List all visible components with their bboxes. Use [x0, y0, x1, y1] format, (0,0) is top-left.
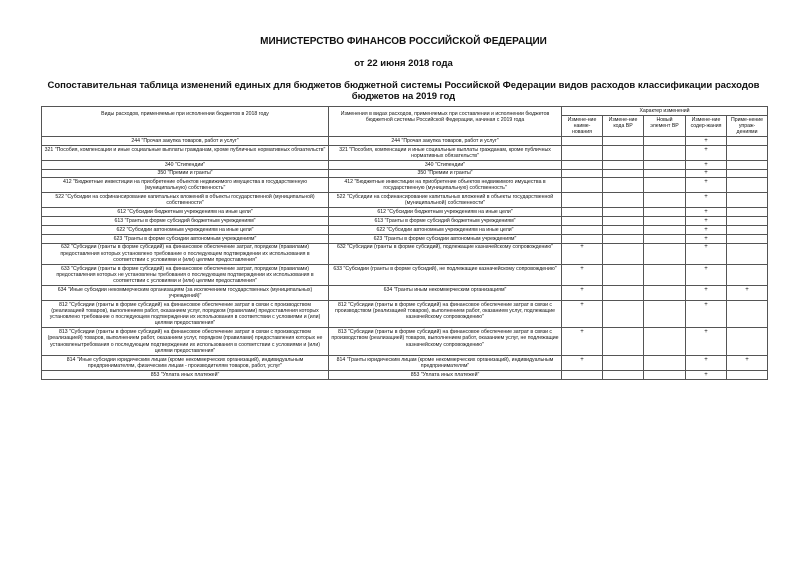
new-expense-type: 412 "Бюджетные инвестиции на приобретение объектов недвижимого имущества в государственную (муниципальную) собственность"	[329, 178, 562, 193]
table-row	[42, 178, 768, 193]
old-expense-type: 612 "Субсидии бюджетным учреждениям на иные цели"	[42, 208, 329, 217]
change-mark	[562, 169, 603, 178]
change-mark	[603, 217, 644, 226]
table-row	[42, 169, 768, 178]
change-mark	[727, 169, 768, 178]
change-mark: +	[686, 243, 727, 264]
table-row	[42, 264, 768, 285]
change-mark	[562, 208, 603, 217]
document-date: от 22 июня 2018 года	[354, 58, 453, 69]
change-mark: +	[686, 285, 727, 300]
table-row	[42, 370, 768, 379]
change-mark	[603, 137, 644, 146]
change-mark	[562, 217, 603, 226]
change-mark	[603, 370, 644, 379]
change-mark: +	[686, 145, 727, 160]
table-row	[42, 234, 768, 243]
new-expense-type: 522 "Субсидии на софинансирование капитальных вложений в объекты государственной (муниципальной) собственности"	[329, 193, 562, 208]
header-content-change: Измене-ние содер-жания	[686, 115, 727, 136]
new-expense-type: 633 "Субсидии (гранты в форме субсидий), не подлежащие казначейскому сопровождению"	[329, 264, 562, 285]
change-mark: +	[686, 264, 727, 285]
change-mark: +	[686, 208, 727, 217]
new-expense-type: 623 "Гранты в форме субсидии автономным учреждениям"	[329, 234, 562, 243]
change-mark	[727, 217, 768, 226]
change-mark: +	[562, 285, 603, 300]
table-row	[42, 193, 768, 208]
change-mark	[727, 243, 768, 264]
table-row	[42, 328, 768, 355]
change-mark	[644, 145, 686, 160]
change-mark	[644, 169, 686, 178]
new-expense-type: 622 "Субсидии автономным учреждениям на иные цели"	[329, 225, 562, 234]
change-mark	[603, 208, 644, 217]
change-mark	[727, 328, 768, 355]
change-mark	[562, 160, 603, 169]
header-old-codes: Виды расходов, применяемые при исполнении бюджетов в 2018 году	[42, 107, 329, 137]
change-mark	[644, 234, 686, 243]
change-mark	[603, 193, 644, 208]
header-name-change: Измене-ние наиме-нования	[562, 115, 603, 136]
table-body	[42, 137, 768, 380]
table-row	[42, 243, 768, 264]
change-mark: +	[562, 355, 603, 370]
change-mark	[644, 193, 686, 208]
change-mark: +	[562, 300, 603, 327]
document-title: Сопоставительная таблица изменений единых для бюджетов бюджетной системы Российской Федерации видов расходов классификации расходов бюджетов на 2019 год	[47, 80, 760, 102]
change-mark: +	[686, 355, 727, 370]
old-expense-type: 244 "Прочая закупка товаров, работ и услуг"	[42, 137, 329, 146]
change-mark: +	[686, 370, 727, 379]
change-mark: +	[686, 178, 727, 193]
new-expense-type: 813 "Субсидии (гранты в форме субсидий) на финансовое обеспечение затрат в связи с производством (реализацией) товаров, выполнением работ, оказанием услуг, не подлежащие казначейскому сопровождению"	[329, 328, 562, 355]
old-expense-type: 412 "Бюджетные инвестиции на приобретение объектов недвижимого имущества в государственную (муниципальную) собственность"	[42, 178, 329, 193]
change-mark	[644, 300, 686, 327]
change-mark	[562, 234, 603, 243]
old-expense-type: 321 "Пособия, компенсации и иные социальные выплаты гражданам, кроме публичных нормативных обязательств"	[42, 145, 329, 160]
change-mark	[644, 243, 686, 264]
new-expense-type: 612 "Субсидии бюджетным учреждениям на иные цели"	[329, 208, 562, 217]
change-mark: +	[562, 328, 603, 355]
new-expense-type: 613 "Гранты в форме субсидий бюджетным учреждениям"	[329, 217, 562, 226]
change-mark: +	[686, 217, 727, 226]
table-row	[42, 160, 768, 169]
change-mark	[727, 234, 768, 243]
change-mark	[562, 193, 603, 208]
change-mark	[603, 169, 644, 178]
table-row	[42, 217, 768, 226]
ministry-heading: МИНИСТЕРСТВО ФИНАНСОВ РОССИЙСКОЙ ФЕДЕРАЦИИ	[260, 36, 547, 47]
change-mark: +	[686, 193, 727, 208]
table-row	[42, 137, 768, 146]
new-expense-type: 244 "Прочая закупка товаров, работ и услуг"	[329, 137, 562, 146]
change-mark	[644, 208, 686, 217]
change-mark	[562, 178, 603, 193]
change-mark: +	[686, 234, 727, 243]
old-expense-type: 633 "Субсидии (гранты в форме субсидий) на финансовое обеспечение затрат, порядком (правилами) предоставления которых не установлены требования о последующем подтверждении их использования в соответствии с условиями и (или) целями предоставления"	[42, 264, 329, 285]
change-mark: +	[727, 285, 768, 300]
change-mark	[727, 137, 768, 146]
change-mark	[603, 160, 644, 169]
new-expense-type: 350 "Премии и гранты"	[329, 169, 562, 178]
table-row	[42, 300, 768, 327]
change-mark	[727, 178, 768, 193]
change-mark	[727, 160, 768, 169]
change-mark	[603, 225, 644, 234]
change-mark	[644, 178, 686, 193]
change-mark	[603, 264, 644, 285]
change-mark: +	[562, 243, 603, 264]
table-row	[42, 225, 768, 234]
table-row	[42, 355, 768, 370]
change-mark: +	[686, 225, 727, 234]
change-mark	[644, 328, 686, 355]
change-mark: +	[686, 137, 727, 146]
change-mark	[727, 225, 768, 234]
change-mark	[562, 145, 603, 160]
change-mark	[644, 217, 686, 226]
change-mark	[727, 193, 768, 208]
table-row	[42, 145, 768, 160]
change-mark	[644, 137, 686, 146]
header-new-element: Новый элемент ВР	[644, 115, 686, 136]
header-code-change: Измене-ние кода ВР	[603, 115, 644, 136]
change-mark	[562, 225, 603, 234]
table-row	[42, 285, 768, 300]
table-row	[42, 208, 768, 217]
old-expense-type: 623 "Гранты в форме субсидии автономным учреждениям"	[42, 234, 329, 243]
change-mark	[644, 225, 686, 234]
header-new-codes: Изменения в видах расходов, применяемых при составлении и исполнении бюджетов бюджетной системы Российской Федерации, начиная с 2019 года	[329, 107, 562, 137]
change-mark	[603, 300, 644, 327]
change-mark	[644, 264, 686, 285]
change-mark	[562, 137, 603, 146]
change-mark: +	[686, 300, 727, 327]
change-mark	[727, 208, 768, 217]
change-mark	[727, 145, 768, 160]
old-expense-type: 632 "Субсидии (гранты в форме субсидий) на финансовое обеспечение затрат, порядком (правилами) предоставления которых установлено требование о последующем подтверждении их использования в соответствии с условиями и (или) целями предоставления"	[42, 243, 329, 264]
old-expense-type: 853 "Уплата иных платежей"	[42, 370, 329, 379]
change-mark: +	[686, 328, 727, 355]
new-expense-type: 340 "Стипендии"	[329, 160, 562, 169]
change-mark: +	[727, 355, 768, 370]
new-expense-type: 853 "Уплата иных платежей"	[329, 370, 562, 379]
change-mark	[644, 355, 686, 370]
change-mark	[562, 370, 603, 379]
old-expense-type: 814 "Иные субсидии юридическим лицам (кроме некоммерческих организаций), индивидуальным предпринимателям, физическим лицам - производителям товаров, работ, услуг"	[42, 355, 329, 370]
old-expense-type: 813 "Субсидии (гранты в форме субсидий) на финансовое обеспечение затрат в связи с производством (реализацией) товаров, выполнением работ, оказанием услуг, порядком (правилами) предоставления которых не установленытребования о последующем подтверждении их использования в соответствии с условиями и (или) целями предоставления"	[42, 328, 329, 355]
change-mark: +	[562, 264, 603, 285]
old-expense-type: 812 "Субсидии (гранты в форме субсидий) на финансовое обеспечение затрат в связи с производством (реализацией товаров), выполнением работ, оказанием услуг, порядком (правилами) предоставления которых установлено требование о последующем подтверждении их использования в соответствии с условиями и (или) целями предоставления"	[42, 300, 329, 327]
change-mark: +	[686, 160, 727, 169]
change-mark	[603, 285, 644, 300]
change-mark	[603, 234, 644, 243]
change-mark	[727, 370, 768, 379]
new-expense-type: 632 "Субсидии (гранты в форме субсидий), подлежащие казначейскому сопровождению"	[329, 243, 562, 264]
old-expense-type: 634 "Иные субсидии некоммерческим организациям (за исключением государственных (муниципальных) учреждений)"	[42, 285, 329, 300]
change-mark	[727, 264, 768, 285]
old-expense-type: 340 "Стипендии"	[42, 160, 329, 169]
change-mark	[644, 160, 686, 169]
change-mark	[603, 243, 644, 264]
header-change-type: Характер изменений	[562, 107, 768, 116]
change-mark	[603, 355, 644, 370]
new-expense-type: 812 "Субсидии (гранты в форме субсидий) на финансовое обеспечение затрат в связи с производством (реализацией товаров), выполнением работ, оказанием услуг, подлежащие казначейскому сопровождению"	[329, 300, 562, 327]
comparison-table	[41, 106, 768, 380]
change-mark	[644, 285, 686, 300]
change-mark	[603, 178, 644, 193]
new-expense-type: 321 "Пособия, компенсации и иные социальные выплаты гражданам, кроме публичных нормативных обязательств"	[329, 145, 562, 160]
old-expense-type: 350 "Премии и гранты"	[42, 169, 329, 178]
change-mark	[603, 145, 644, 160]
change-mark	[727, 300, 768, 327]
change-mark	[644, 370, 686, 379]
change-mark	[603, 328, 644, 355]
new-expense-type: 634 "Гранты иным некоммерческим организациям"	[329, 285, 562, 300]
old-expense-type: 613 "Гранты в форме субсидий бюджетным учреждениям"	[42, 217, 329, 226]
new-expense-type: 814 "Гранты юридическим лицам (кроме некоммерческих организаций), индивидуальным предпринимателям"	[329, 355, 562, 370]
change-mark: +	[686, 169, 727, 178]
old-expense-type: 622 "Субсидии автономным учреждениям на иные цели"	[42, 225, 329, 234]
old-expense-type: 522 "Субсидии на софинансирование капитальных вложений в объекты государственной (муниципальной) собственности"	[42, 193, 329, 208]
header-application: Приме-нение упраж-дениями	[727, 115, 768, 136]
